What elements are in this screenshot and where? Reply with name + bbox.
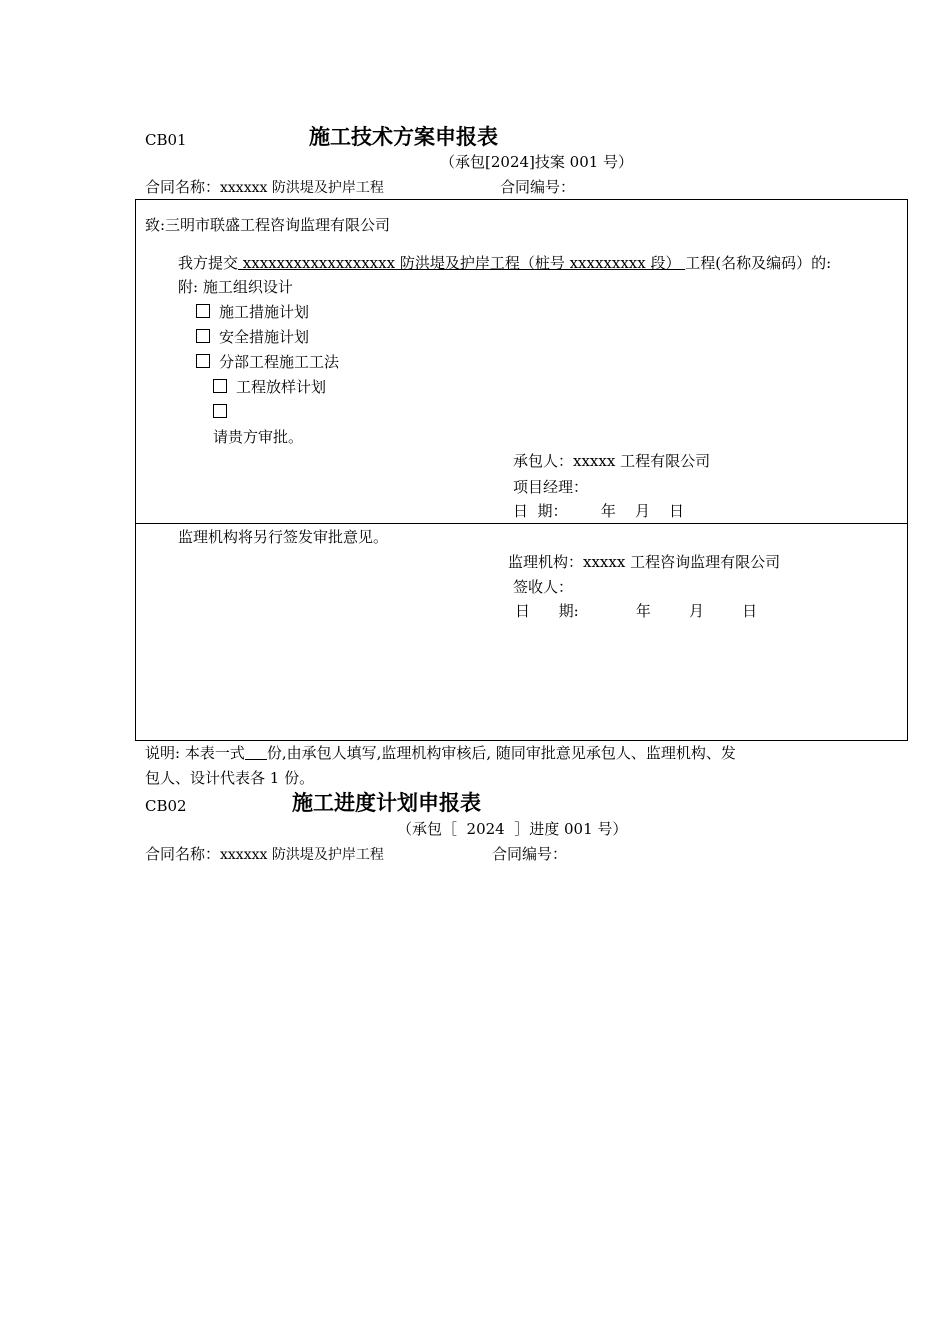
contract-name-label: 合同名称：	[145, 178, 221, 196]
note-prefix: 说明: 本表一式	[145, 744, 245, 762]
form2-number: （承包［ 2024 ］进度 001 号）	[397, 820, 628, 838]
checkbox[interactable]	[213, 379, 227, 393]
checklist-item[interactable]	[196, 352, 339, 372]
checkbox[interactable]	[196, 354, 210, 368]
form2-contract-name-label: 合同名称：	[145, 845, 221, 863]
submit-prefix: 我方提交	[178, 254, 239, 272]
checklist-item[interactable]	[196, 327, 309, 347]
manager-line: 项目经理：	[513, 478, 589, 496]
addressee-line: 致:三明市联盛工程咨询监理有限公司	[145, 216, 391, 234]
signer-line: 签收人：	[513, 578, 574, 596]
form2-contract-name	[145, 844, 384, 865]
checklist-label: 施工措施计划	[219, 303, 310, 321]
supervisor-note: 监理机构将另行签发审批意见。	[178, 528, 389, 546]
checklist-label: 工程放样计划	[236, 378, 327, 396]
checklist-label: 分部工程施工工法	[219, 353, 340, 371]
submit-suffix: 工程(名称及编码）的:	[685, 254, 832, 272]
submit-project: xxxxxxxxxxxxxxxxxx 防洪堤及护岸工程（桩号 xxxxxxxxx 段）	[238, 254, 686, 272]
form2-contract-name-value: xxxxxx 防洪堤及护岸工程	[220, 847, 384, 863]
note-line-1	[145, 743, 736, 763]
form-code: CB01	[145, 131, 187, 149]
contract-name	[145, 177, 384, 198]
date-line: 日 期： 年 月 日	[513, 502, 685, 520]
form-number: （承包[2024]技案 001 号）	[440, 153, 634, 171]
request-line: 请贵方审批。	[213, 428, 304, 446]
contractor-line: 承包人：xxxxx 工程有限公司	[513, 452, 711, 470]
checklist-item[interactable]	[213, 402, 236, 422]
note-suffix: 份,由承包人填写,监理机构审核后, 随同审批意见承包人、监理机构、发	[266, 744, 736, 762]
checklist-item[interactable]	[213, 377, 326, 397]
checklist-label: 安全措施计划	[219, 328, 310, 346]
supervisor-date-line: 日 期: 年 月 日	[515, 602, 758, 620]
attachment-line: 附: 施工组织设计	[178, 278, 293, 296]
form2-code: CB02	[145, 797, 187, 815]
note-line-2: 包人、设计代表各 1 份。	[145, 769, 315, 787]
contract-name-value: xxxxxx 防洪堤及护岸工程	[220, 180, 384, 196]
contract-number-label: 合同编号：	[500, 178, 576, 196]
checkbox[interactable]	[196, 304, 210, 318]
supervisor-org-line: 监理机构：xxxxx 工程咨询监理有限公司	[508, 553, 781, 571]
checkbox[interactable]	[196, 329, 210, 343]
form-title: 施工技术方案申报表	[309, 125, 498, 149]
submission-line	[178, 253, 831, 273]
checkbox[interactable]	[213, 404, 227, 418]
form2-title: 施工进度计划申报表	[292, 791, 481, 815]
copies-blank	[245, 745, 267, 760]
table-divider	[135, 523, 907, 524]
form2-contract-number-label: 合同编号：	[492, 845, 568, 863]
checklist-item[interactable]	[196, 302, 309, 322]
